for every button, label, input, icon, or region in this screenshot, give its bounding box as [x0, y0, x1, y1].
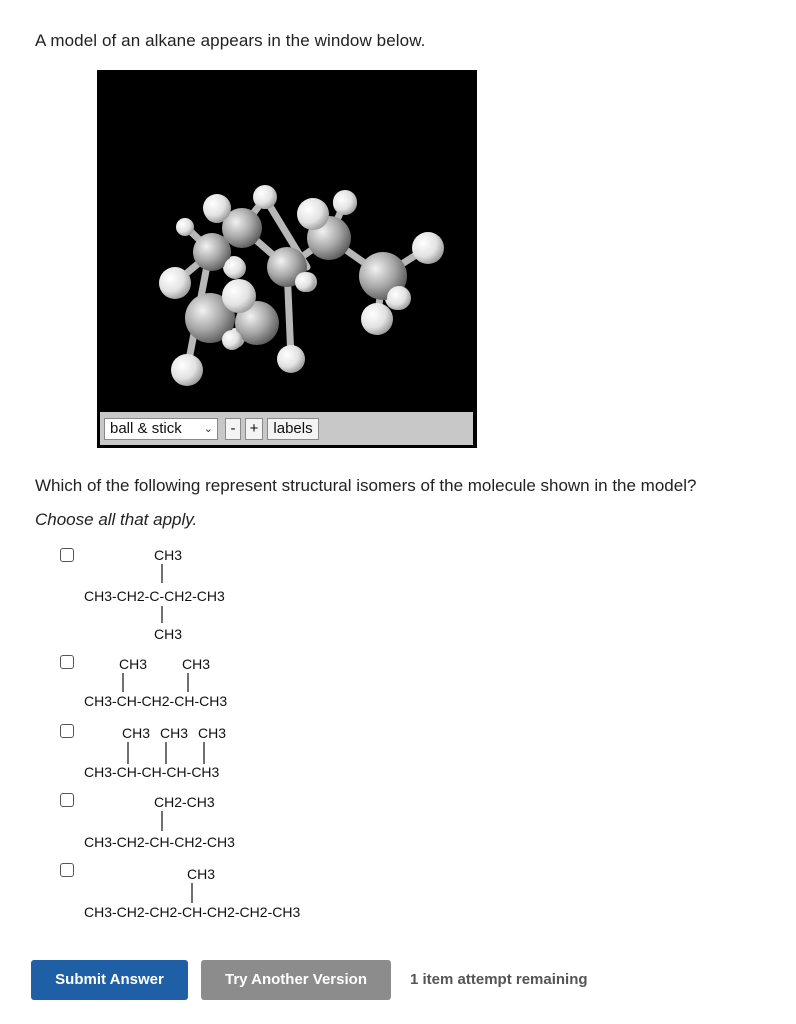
zoom-out-button[interactable]: -: [225, 418, 241, 440]
hydrogen-atom: [412, 232, 444, 264]
option-2-checkbox[interactable]: [60, 655, 74, 669]
formula-substituent: CH3: [160, 725, 189, 741]
display-mode-select[interactable]: [104, 418, 218, 440]
molecule-viewer[interactable]: [97, 70, 477, 448]
display-mode-value: ball & stick: [110, 420, 182, 437]
hydrogen-atom: [159, 267, 191, 299]
formula-substituent: CH3: [198, 725, 227, 741]
formula-main-chain: CH3-CH2-CH-CH2-CH3: [84, 834, 235, 850]
formula-substituent: CH3: [187, 866, 216, 882]
molecule-model[interactable]: [97, 70, 477, 410]
hydrogen-atom: [333, 191, 357, 215]
option-3-formula: [84, 724, 274, 782]
instruction-text: Choose all that apply.: [35, 510, 198, 529]
viewer-controls: [100, 412, 473, 445]
intro-text: A model of an alkane appears in the window below.: [35, 31, 426, 50]
try-another-version-button[interactable]: Try Another Version: [201, 960, 391, 1000]
hydrogen-atom: [222, 330, 242, 350]
hydrogen-atom: [295, 272, 315, 292]
formula-substituent: CH3: [182, 656, 211, 672]
formula-substituent: CH3: [154, 547, 183, 563]
formula-main-chain: CH3-CH2-CH2-CH-CH2-CH2-CH3: [84, 904, 301, 920]
option-5-formula: [84, 863, 324, 921]
formula-substituent: CH2-CH3: [154, 794, 215, 810]
option-1-formula: [84, 546, 264, 644]
chevron-down-icon: ⌄: [203, 423, 213, 435]
hydrogen-atom: [361, 303, 393, 335]
option-5-checkbox[interactable]: [60, 863, 74, 877]
formula-substituent: CH3: [122, 725, 151, 741]
formula-substituent: CH3: [154, 626, 183, 642]
option-2-formula: [84, 655, 264, 711]
hydrogen-atom: [277, 345, 305, 373]
attempts-remaining-text: 1 item attempt remaining: [410, 971, 588, 988]
hydrogen-atom: [387, 286, 411, 310]
option-4-checkbox[interactable]: [60, 793, 74, 807]
hydrogen-atom: [222, 279, 256, 313]
formula-main-chain: CH3-CH2-C-CH2-CH3: [84, 588, 225, 604]
formula-substituent: CH3: [119, 656, 148, 672]
hydrogen-atom: [253, 185, 277, 209]
option-1-checkbox[interactable]: [60, 548, 74, 562]
hydrogen-atom: [297, 198, 329, 230]
option-3-checkbox[interactable]: [60, 724, 74, 738]
formula-main-chain: CH3-CH-CH-CH-CH3: [84, 764, 220, 780]
zoom-in-button[interactable]: +: [245, 418, 263, 440]
labels-button[interactable]: labels: [267, 418, 319, 440]
hydrogen-atom: [224, 257, 246, 279]
formula-main-chain: CH3-CH-CH2-CH-CH3: [84, 693, 228, 709]
submit-answer-button[interactable]: Submit Answer: [31, 960, 188, 1000]
question-text: Which of the following represent structural isomers of the molecule shown in the model?: [35, 476, 697, 495]
hydrogen-atom: [203, 194, 231, 222]
option-4-formula: [84, 793, 274, 851]
hydrogen-atom: [171, 354, 203, 386]
